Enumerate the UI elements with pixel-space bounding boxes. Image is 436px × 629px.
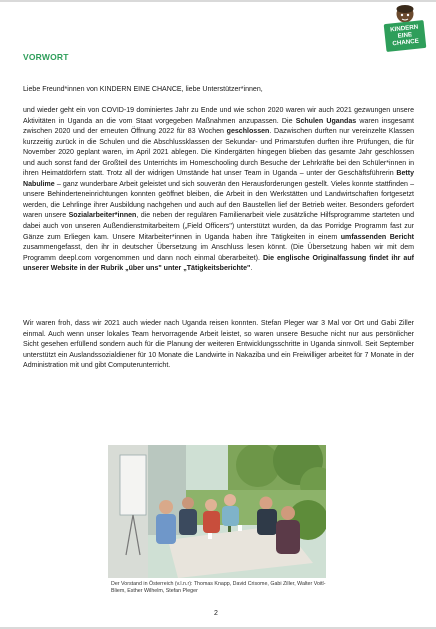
board-group-photo <box>108 445 326 578</box>
bold-text-run: Sozialarbeiter*innen <box>68 212 137 220</box>
text-run: waren insgesamt zwischen 2020 und der erneuten Öffnung 2022 für 83 Wochen <box>23 117 414 136</box>
top-divider <box>0 0 436 2</box>
page-title: VORWORT <box>23 52 69 62</box>
bold-text-run: Betty Nabulime <box>23 170 414 188</box>
bold-text-run: umfassenden Bericht <box>340 233 414 241</box>
bold-text-run: geschlossen <box>226 128 270 136</box>
text-run: , die neben der regulären Familienarbeit viele zusätzliche Hilfsprogramme starteten und dabei auch von unseren Außendienstmitarbeitern („Field Officers") unterstützt wurden, da das Porridge Programm fast zur Gänze zum Erliegen kam. Unsere Mitarbeiter*innen in Uganda haben ihre Tätigkeiten in einem <box>23 212 415 241</box>
text-run: . <box>250 265 253 273</box>
travel-paragraph: Wir waren froh, dass wir 2021 auch wieder nach Uganda reisen konnten. Stefan Pleger war 3 Mal vor Ort und Gabi Ziller einmal. Auch wenn unser lokales Team hervorragende Arbeit leistet, so waren unsere Besuche nicht nur aus persönlicher Sicht gesehen erfüllend sondern auch für die Planung der weiteren Entwicklungsschritte in Uganda sinnvoll. Seit September unterstützt ein Auslandssozialdiener für 10 Monate die Landwirte in Nakaziba und ein Freiwilliger arbeitet für 7 Monate in der Administration mit und gibt Computerunterricht. <box>23 320 414 370</box>
text-run: . Dazwischen durften nur vereinzelte Klassen kurzzeitig zurück in die Schulen und die Abschlussklassen der Sekundar- und Primarstufen durften ihre Prüfungen, die für November 2020 geplant waren, im April 2021 ablegen. Die Kindergärten hingegen blieben das gesamte Jahr geschlossen und auch sonst fand der Großteil des Unterrichts im Homeschooling durch Besuche der Lehrkräfte bei den Schüler*innen in ihren Heimatdörfern statt. Trotz all der widrigen Umstände hat unser Team in Uganda – unter der Geschäftsführerin <box>23 128 414 178</box>
logo-line-2: EINE <box>397 31 413 40</box>
bold-text-run: Die englische Originalfassung findet ihr auf unserer Website in der Rubrik „über uns" unter „Tätigkeitsberichte" <box>23 254 414 273</box>
logo-line-1: KINDERN <box>389 23 419 34</box>
salutation-paragraph: Liebe Freund*innen von KINDERN EINE CHANCE, liebe Unterstützer*innen, <box>23 86 263 93</box>
kindern-eine-chance-logo <box>383 4 429 52</box>
logo-badge <box>384 20 427 52</box>
page-number: 2 <box>214 610 218 617</box>
text-run: zusammengefasst, den ihr in deutscher Übersetzung im Anschluss lesen könnt. (Die Übersetzung haben wir mit dem Programm deepl.com vorgenommen und dann noch einmal überarbeitet). <box>23 244 414 262</box>
photo-caption: Der Vorstand in Österreich (v.l.n.r): Thomas Knapp, David Crisome, Gabi Ziller, Walter Voitl-Bliem, Esther Wilhelm, Stefan Pleger <box>111 581 326 594</box>
text-run: und wieder geht ein von COVID-19 dominiertes Jahr zu Ende und wie schon 2020 waren wir auch 2021 gezwungen unsere Aktivitäten in Uganda an die vom Staat vorgegeben Maßnahmen anzupassen. Die <box>23 107 414 125</box>
text-run: – ganz wunderbare Arbeit geleistet und sich souverän den Herausforderungen gestellt. Vieles konnte stattfinden – unsere Behinderteneinrichtungen konnten geöffnet bleiben, die Arbeit in den Werkstätten und Landwirtschaften fortgesetzt werden, die Lehrlinge ihrer Ausbildung nachgehen und auch auf den Baustellen lief der Betrieb weiter. Besonders gefordert waren unsere <box>23 180 414 220</box>
bold-text-run: Schulen Ugandas <box>295 117 357 125</box>
photo-illustration <box>108 445 326 578</box>
main-paragraph <box>23 106 414 275</box>
logo-line-3: CHANCE <box>392 37 420 48</box>
